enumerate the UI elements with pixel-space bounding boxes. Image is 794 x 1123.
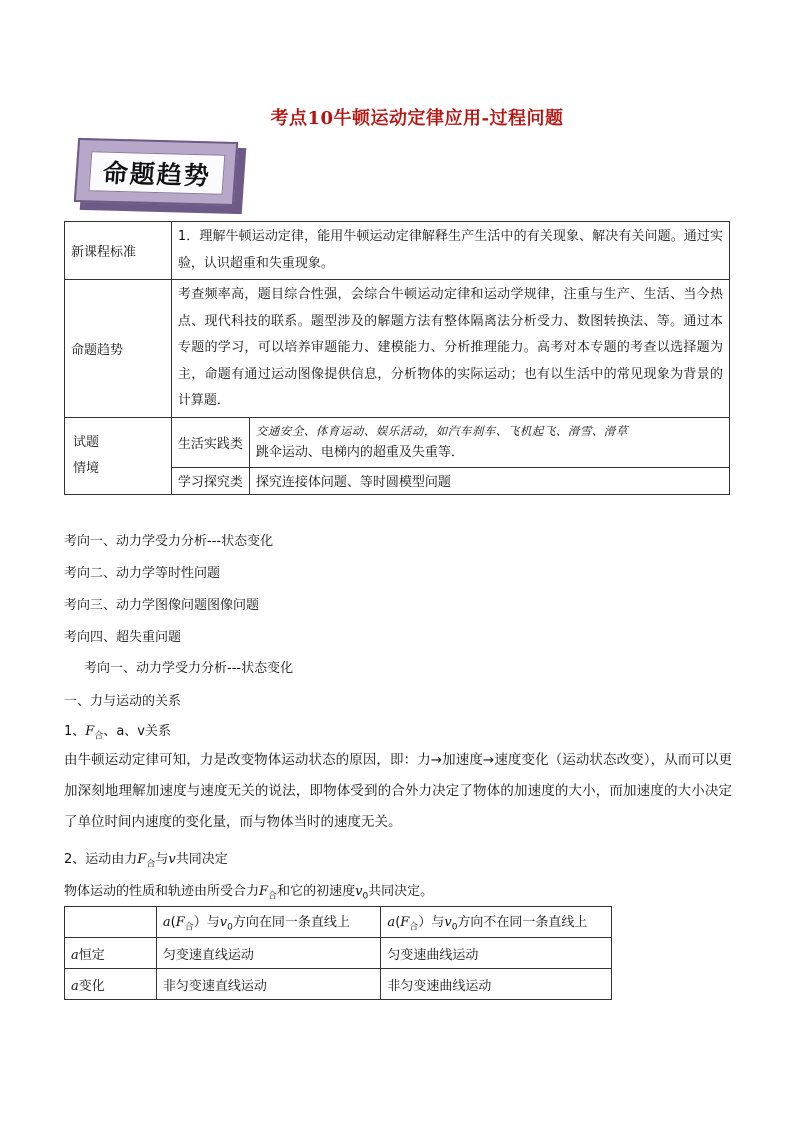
para2-mid: 和它的初速度 xyxy=(277,884,356,899)
paragraph-newton-law: 由牛顿运动定律可知，力是改变物体运动状态的原因，即：力→加速度→速度变化（运动状态改变），从而可以更加深刻地理解加速度与速度无关的说法，即物体受到的合外力决定了物体的加速度的大小，而加速度的大小决定了单位时间内速度的变化量，而与物体当时的速度无关。 xyxy=(64,752,732,830)
point-2-heading xyxy=(64,848,228,870)
row-label-text: 恒定 xyxy=(78,947,105,963)
point-2-velocity: v xyxy=(168,852,176,867)
para2-velocity: v xyxy=(355,884,363,899)
sub-text-life-line1: 交通安全、体育运动、娱乐活动，如汽车刹车、飞机起飞、滑雪、滑草 xyxy=(255,424,628,438)
header-force-sub: 合 xyxy=(409,922,419,933)
para2-force-sub: 合 xyxy=(268,891,278,902)
sub-text-study: 探究连接体问题、等时圆模型问题 xyxy=(249,467,729,494)
row-text-standard: 1．理解牛顿运动定律，能用牛顿运动定律解释生产生活中的有关现象、解决有关问题。通过实验，认识超重和失重现象。 xyxy=(171,222,729,280)
header-mid: ）与 xyxy=(193,915,220,931)
row-label-varying xyxy=(65,969,157,1000)
table-cell: 非匀变速曲线运动 xyxy=(381,969,612,1000)
row-label-text: 变化 xyxy=(78,978,105,994)
badge-label: 命题趋势 xyxy=(89,151,226,195)
row-label-scenario xyxy=(65,417,172,494)
badge-frame xyxy=(74,138,238,206)
header-not-collinear-end: 方向不在同一条直线上 xyxy=(457,915,588,931)
header-velocity-sub: 0 xyxy=(227,922,233,933)
header-velocity: v xyxy=(219,915,228,931)
sub-heading: 一、力与运动的关系 xyxy=(64,694,182,709)
row-label-trend: 命题趋势 xyxy=(65,280,172,418)
header-force: F xyxy=(175,915,185,931)
table-cell: 非匀变速直线运动 xyxy=(156,969,381,1000)
point-1-heading xyxy=(64,720,171,742)
table-row xyxy=(65,969,612,1000)
point-2-force: F xyxy=(137,852,147,867)
direction-item: 考向二、动力学等时性问题 xyxy=(64,566,221,581)
trend-table xyxy=(64,221,730,495)
table-cell: 匀变速曲线运动 xyxy=(381,938,612,969)
point-1-force-sub: 合 xyxy=(94,731,104,742)
section-heading: 考向一、动力学受力分析---状态变化 xyxy=(84,661,294,676)
point-1-force: F xyxy=(85,724,95,739)
row-a: a xyxy=(71,947,79,963)
row-label-scenario-a: 试题 xyxy=(73,434,100,450)
header-collinear: $a(F_合)$与$v_0$方向在同一条直线上 xyxy=(156,907,381,938)
table-cell: 匀变速直线运动 xyxy=(156,938,381,969)
point-2-prefix: 2、运动由力 xyxy=(64,852,138,867)
table-row xyxy=(65,938,612,969)
header-collinear-end: 方向在同一条直线上 xyxy=(232,915,350,931)
header-a: a xyxy=(162,915,171,931)
direction-item: 考向三、动力学图像问题图像问题 xyxy=(64,598,260,613)
header-force-sub: 合 xyxy=(184,922,194,933)
row-label-scenario-b: 情境 xyxy=(73,460,100,476)
direction-item: 考向四、超失重问题 xyxy=(64,630,182,645)
row-label-constant xyxy=(65,938,157,969)
point-2-force-sub: 合 xyxy=(146,859,156,870)
para2-force: F xyxy=(259,884,269,899)
header-velocity: v xyxy=(444,915,452,931)
table-row xyxy=(65,280,730,418)
header-mid: ）与 xyxy=(418,915,445,931)
row-a: a xyxy=(71,978,79,994)
para2-suffix: 共同决定。 xyxy=(368,884,434,899)
page-title: 考点10牛顿运动定律应用-过程问题 xyxy=(270,108,564,129)
point-2-suffix: 共同决定 xyxy=(175,852,228,867)
header-a: a xyxy=(387,915,396,931)
point-1-rest: 、a、v关系 xyxy=(103,724,171,739)
header-velocity-sub: 0 xyxy=(451,922,458,933)
para2-velocity-sub: 0 xyxy=(362,891,369,902)
row-text-trend: 考查频率高，题目综合性强，会综合牛顿运动定律和运动学规律，注重与生产、生活、当今热点、现代科技的联系。题型涉及的解题方法有整体隔离法分析受力、数图转换法、等。通过本专题的学习，可以培养审题能力、建模能力、分析推理能力。高考对本专题的考查以选择题为主，命题有通过运动图像提供信息，分析物体的实际运动；也有以生活中的常见现象为背景的计算题． xyxy=(171,280,729,418)
table-row xyxy=(65,417,730,467)
table-row xyxy=(65,222,730,280)
paragraph-motion-nature xyxy=(64,880,433,902)
para2-prefix: 物体运动的性质和轨迹由所受合力 xyxy=(64,884,260,899)
row-label-standard: 新课程标准 xyxy=(65,222,172,280)
point-2-mid: 与 xyxy=(155,852,169,867)
sub-text-life xyxy=(249,417,729,467)
motion-table xyxy=(64,906,612,1000)
point-1-num: 1、 xyxy=(64,724,86,739)
header-empty-cell xyxy=(65,907,157,938)
sub-label-life: 生活实践类 xyxy=(171,417,249,467)
header-not-collinear: $a(F_合)$与$v_0$方向不在同一条直线上 xyxy=(381,907,612,938)
sub-label-study: 学习探究类 xyxy=(171,467,249,494)
sub-text-life-line2: 跳伞运动、电梯内的超重及失重等． xyxy=(255,445,464,460)
table-header-row xyxy=(65,907,612,938)
direction-item: 考向一、动力学受力分析---状态变化 xyxy=(64,534,274,549)
header-force: F xyxy=(400,915,410,931)
topic-trend-badge xyxy=(76,140,246,216)
